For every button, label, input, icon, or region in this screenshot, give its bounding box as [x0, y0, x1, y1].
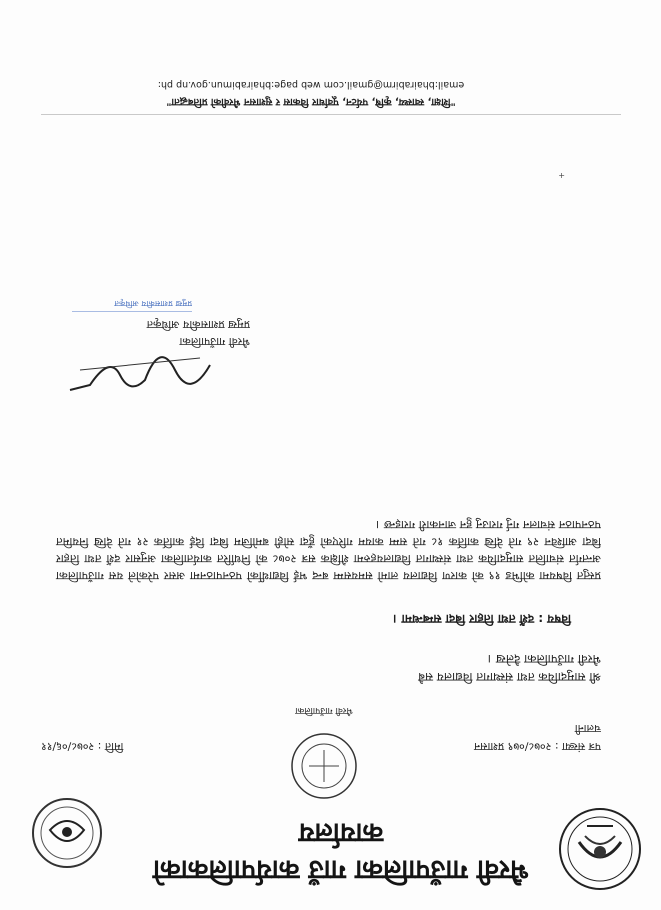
recipient-line-1: श्री सामुदायिक तथा संस्थागत विद्यालय सबै [418, 670, 601, 684]
blue-stamp: प्रमुख प्रशासकीय अधिकृत [72, 298, 192, 312]
letter-meta-row [41, 739, 601, 754]
recipient-block [181, 650, 601, 686]
recipient-line-2: भैरवी गाउँपालिका दैलेख । [487, 652, 601, 666]
scan-speck: + [558, 171, 565, 180]
page-title: भैरवी गाउँपालिका गाउँ कार्यपालिकाको कार्यालय [152, 817, 530, 885]
office-stamp-text: भैरवी गाउँपालिका [295, 705, 353, 715]
signature-block [70, 316, 250, 350]
signatory-title: प्रमुख प्रशासकीय अधिकृत [146, 318, 250, 331]
letter-number: पत्र संख्या : २०७८/०७९ प्रशासन [474, 740, 601, 753]
footer-contact: email:bhairabirm@gmail.com web page:bhairabimun.gov.np ph: [157, 79, 465, 90]
government-seal-icon [557, 806, 643, 892]
municipality-logo-icon [30, 796, 104, 870]
signatory-name: भैरवी गाउँपालिका [179, 335, 250, 348]
footer-motto: "शिक्षा, स्वास्थ्य, कृषि, पर्यटन, पूर्वाधार विकास र सुशासन भैरवीको प्रतिबद्धता" [166, 96, 456, 107]
letter-subject: विषय : दशैं तथा तिहार बिदा सम्बन्धमा । [392, 612, 571, 626]
letter-date: मिति : २०७८/०६/११ [41, 740, 124, 753]
dispatch-label: चलानी [574, 722, 601, 735]
footer-divider [41, 114, 621, 115]
signature-icon [60, 350, 220, 410]
letter-body: प्रस्तुत विषयमा कोभिड १९ को कारण विद्यालय लामो समयसम्म बन्द भई विद्यार्थीको पठनपाठनमा असर परेकोले यस गाउँपालिका अन्तर्गत संचालित सामुदायिक तथा संस्थागत विद्यालयहरुमा शैक्षिक सत्र २०७८ को निर्धारित कार्यतालिका अनुसार दशैं तथा तिहार बिदा आश्विन २९ गते देखि कार्तिक १८ गते सम्म कायम गरिएको हुँदा सोही बमोजिम बिदा दिई कार्तिक २१ गते देखि नियमित पठनपाठन संचालन गर्नु गराउनु हुन जानकारी गराइन्छ । [56, 518, 601, 583]
